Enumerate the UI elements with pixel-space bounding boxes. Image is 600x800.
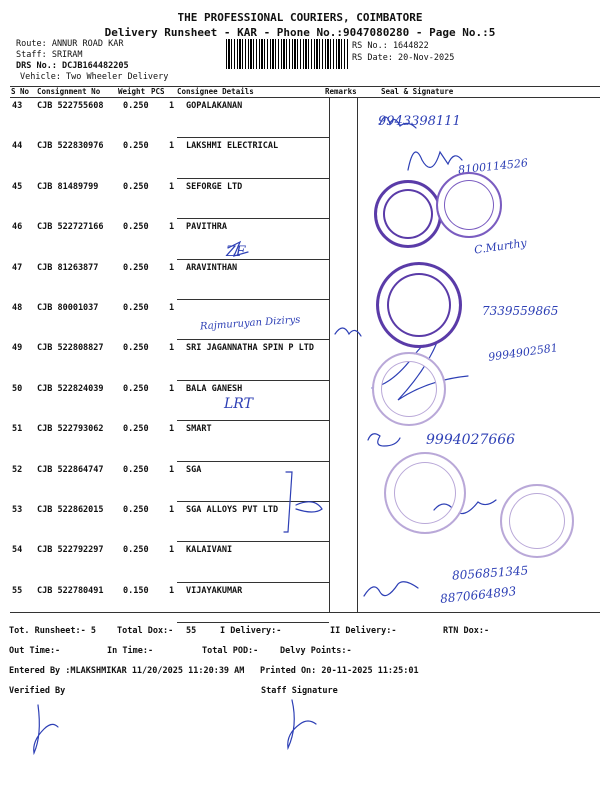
printed-on: Printed On: 20-11-2025 11:25:01 xyxy=(260,666,419,676)
cell-pcs: 1 xyxy=(169,545,175,556)
cell-consignment: CJB 522824039 xyxy=(37,383,104,394)
cell-weight: 0.250 xyxy=(123,383,149,394)
cell-sno: 43 xyxy=(12,101,23,111)
cell-consignee: KALAIVANI xyxy=(186,545,233,556)
cell-pcs: 1 xyxy=(169,303,175,313)
cell-consignee: LAKSHMI ELECTRICAL xyxy=(186,141,279,152)
col-header-pcs: PCS xyxy=(151,87,165,96)
cell-pcs: 1 xyxy=(169,383,175,394)
signature-scribble-44 xyxy=(408,152,462,170)
cell-consignee: SRI JAGANNATHA SPIN P LTD xyxy=(186,343,314,354)
total-dox-value: 55 xyxy=(186,626,197,636)
cell-consignment: CJB 81489799 xyxy=(37,181,99,192)
handwritten-phone-49: 9994902581 xyxy=(487,341,559,364)
signature-scribble-48 xyxy=(335,328,361,336)
cell-weight: 0.250 xyxy=(123,464,149,475)
staff-signature-label: Staff Signature xyxy=(261,686,338,696)
signature-scribble-53-bracket xyxy=(284,472,322,532)
company-title: THE PROFESSIONAL COURIERS, COIMBATORE xyxy=(177,11,423,24)
cell-weight: 0.250 xyxy=(123,181,149,192)
cell-weight: 0.250 xyxy=(123,101,149,111)
cell-sno: 55 xyxy=(12,585,23,596)
handwritten-name-47: C.Murthy xyxy=(473,236,528,257)
stamp-sga-faded-2 xyxy=(500,484,574,558)
delivery-points-label: Delvy Points:- xyxy=(280,646,352,656)
cell-consignee: VIJAYAKUMAR xyxy=(186,585,243,596)
total-pod-label: Total POD:- xyxy=(202,646,259,656)
handwritten-phone-48: 7339559865 xyxy=(482,304,559,318)
cell-pcs: 1 xyxy=(169,222,175,233)
vehicle-label: Vehicle: Two Wheeler Delivery xyxy=(20,72,169,82)
in-time-label: In Time:- xyxy=(107,646,154,656)
rs-date: RS Date: 20-Nov-2025 xyxy=(352,53,455,63)
handwritten-phone-55: 8870664893 xyxy=(439,584,517,606)
cell-pcs: 1 xyxy=(169,262,175,273)
entered-by: Entered By :MLAKSHMIKAR 11/20/2025 11:20:39 AM xyxy=(9,666,245,676)
cell-pcs: 1 xyxy=(169,181,175,192)
staff-signature xyxy=(288,700,316,748)
i-delivery-label: I Delivery:- xyxy=(220,626,282,636)
rs-number: RS No.: 1644822 xyxy=(352,41,429,51)
cell-weight: 0.250 xyxy=(123,262,149,273)
signature-scribble-55 xyxy=(364,582,418,596)
cell-consignment: CJB 522793062 xyxy=(37,424,104,435)
handwritten-name-48: Rajmuruyan Dizirys xyxy=(199,314,301,333)
handwritten-phone-44: 8100114526 xyxy=(457,156,529,177)
cell-consignment: CJB 80001037 xyxy=(37,303,99,313)
signature-scribble-51 xyxy=(368,434,400,446)
cell-sno: 54 xyxy=(12,545,23,556)
handwritten-name-46: ZF xyxy=(226,244,246,260)
cell-sno: 46 xyxy=(12,222,23,233)
cell-consignment: CJB 522808827 xyxy=(37,343,104,354)
cell-consignee: GOPALAKANAN xyxy=(186,101,243,111)
cell-weight: 0.250 xyxy=(123,505,149,515)
cell-weight: 0.250 xyxy=(123,545,149,556)
cell-weight: 0.250 xyxy=(123,424,149,435)
total-runsheet: Tot. Runsheet:- 5 xyxy=(9,626,96,636)
col-header-consignment: Consignment No xyxy=(37,87,101,96)
cell-consignment: CJB 522830976 xyxy=(37,141,104,152)
cell-consignee: SMART xyxy=(186,424,212,435)
cell-consignee: ARAVINTHAN xyxy=(186,262,238,273)
handwritten-name-50: LRT xyxy=(224,396,253,412)
route-label: Route: ANNUR ROAD KAR xyxy=(16,39,124,49)
drs-label: DRS No.: DCJB164482205 xyxy=(16,61,129,71)
stamp-sga-faded-1 xyxy=(384,452,466,534)
cell-sno: 44 xyxy=(12,141,23,152)
cell-sno: 50 xyxy=(12,383,23,394)
cell-pcs: 1 xyxy=(169,141,175,152)
cell-weight: 0.250 xyxy=(123,303,149,313)
cell-consignee: PAVITHRA xyxy=(186,222,227,233)
handwritten-phone-54: 8056851345 xyxy=(451,563,529,583)
handwritten-phone-43: 9943398111 xyxy=(378,114,461,129)
cell-pcs: 1 xyxy=(169,585,175,596)
cell-sno: 47 xyxy=(12,262,23,273)
cell-consignee: SGA ALLOYS PVT LTD xyxy=(186,505,279,515)
cell-sno: 52 xyxy=(12,464,23,475)
cell-sno: 48 xyxy=(12,303,23,313)
out-time-label: Out Time:- xyxy=(9,646,61,656)
cell-consignment: CJB 522780491 xyxy=(37,585,104,596)
verified-signature xyxy=(34,705,58,753)
col-header-consignee: Consignee Details xyxy=(177,87,254,96)
col-header-weight: Weight xyxy=(118,87,146,96)
cell-weight: 0.250 xyxy=(123,343,149,354)
stamp-power-tools xyxy=(374,180,442,248)
cell-consignment: CJB 522864747 xyxy=(37,464,104,475)
stamp-travels-faded xyxy=(372,352,446,426)
cell-pcs: 1 xyxy=(169,464,175,475)
ii-delivery-label: II Delivery:- xyxy=(330,626,397,636)
rtn-dox-label: RTN Dox:- xyxy=(443,626,490,636)
cell-sno: 53 xyxy=(12,505,23,515)
cell-consignment: CJB 522727166 xyxy=(37,222,104,233)
cell-pcs: 1 xyxy=(169,505,175,515)
cell-consignee: SEFORGE LTD xyxy=(186,181,243,192)
cell-consignee: SGA xyxy=(186,464,202,475)
cell-pcs: 1 xyxy=(169,343,175,354)
handwritten-phone-51: 9994027666 xyxy=(426,432,516,448)
cell-consignee: BALA GANESH xyxy=(186,383,243,394)
cell-consignment: CJB 81263877 xyxy=(37,262,99,273)
cell-weight: 0.250 xyxy=(123,141,149,152)
staff-label: Staff: SRIRAM xyxy=(16,50,83,60)
cell-pcs: 1 xyxy=(169,101,175,111)
cell-consignment: CJB 522792297 xyxy=(37,545,104,556)
cell-weight: 0.250 xyxy=(123,222,149,233)
cell-weight: 0.150 xyxy=(123,585,149,596)
stamp-engineering-works xyxy=(376,262,462,348)
cell-sno: 49 xyxy=(12,343,23,354)
cell-sno: 45 xyxy=(12,181,23,192)
col-header-remarks: Remarks xyxy=(325,87,357,96)
cell-consignment: CJB 522862015 xyxy=(37,505,104,515)
runsheet-subtitle: Delivery Runsheet - KAR - Phone No.:9047080280 - Page No.:5 xyxy=(104,26,496,39)
cell-pcs: 1 xyxy=(169,424,175,435)
col-header-seal: Seal & Signature xyxy=(381,87,454,96)
verified-by-label: Verified By xyxy=(9,686,66,696)
total-dox-label: Total Dox:- xyxy=(117,626,174,636)
stamp-limited xyxy=(436,172,502,238)
cell-sno: 51 xyxy=(12,424,23,435)
cell-consignment: CJB 522755608 xyxy=(37,101,104,111)
col-header-sno: S No xyxy=(11,87,30,96)
